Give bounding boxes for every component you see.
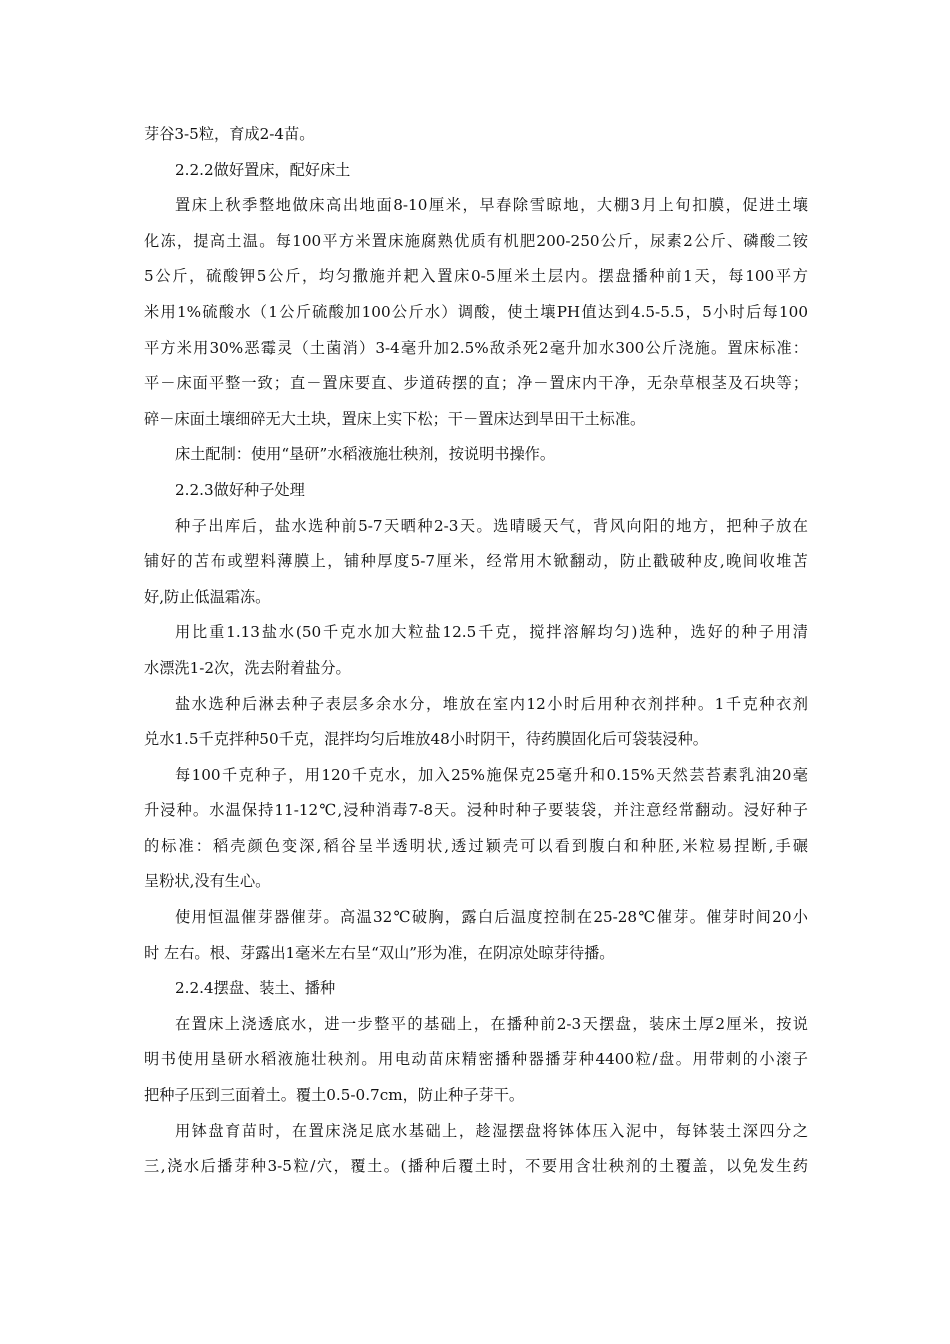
text-line: 水漂洗1-2次，洗去附着盐分。 [144, 658, 351, 677]
text-line: 的标准：稻壳颜色变深,稻谷呈半透明状,透过颖壳可以看到腹白和种胚,米粒易捏断,手碾 [144, 836, 808, 855]
text-line: 2.2.3做好种子处理 [175, 480, 305, 499]
text-line: 明书使用垦研水稻液施壮秧剂。用电动苗床精密播种器播芽种4400粒/盘。用带刺的小滚子 [144, 1050, 808, 1069]
document-body [144, 117, 808, 1185]
text-line: 芽谷3-5粒，育成2-4苗。 [144, 125, 315, 143]
text-line: 平方米用30%恶霉灵（土菌消）3-4毫升加2.5%敌杀死2毫升加水300公斤浇施。置床标准： [144, 338, 808, 357]
text-line: 化冻，提高土温。每100平方米置床施腐熟优质有机肥200-250公斤，尿素2公斤、磷酸二铵 [144, 231, 808, 250]
text-line: 2.2.4摆盘、装土、播种 [175, 979, 336, 998]
text-line: 在置床上浇透底水，进一步整平的基础上，在播种前2-3天摆盘，装床土厚2厘米，按说 [175, 1014, 808, 1033]
text-line: 种子出库后，盐水选种前5-7天晒种2-3天。选晴暖天气，背风向阳的地方，把种子放在 [175, 516, 808, 535]
text-line: 把种子压到三面着土。覆土0.5-0.7cm，防止种子芽干。 [144, 1086, 525, 1105]
text-line: 床土配制：使用“垦研”水稻液施壮秧剂，按说明书操作。 [175, 445, 556, 464]
text-line: 用比重1.13盐水(50千克水加大粒盐12.5千克，搅拌溶解均匀)选种，选好的种子用清 [175, 623, 808, 642]
text-line: 升浸种。水温保持11-12℃,浸种消毒7-8天。浸种时种子要装袋，并注意经常翻动。浸好种子 [144, 801, 808, 820]
text-line: 呈粉状,没有生心。 [144, 872, 271, 891]
text-line: 置床上秋季整地做床高出地面8-10厘米，早春除雪晾地，大棚3月上旬扣膜，促进土壤 [175, 196, 808, 215]
text-line: 2.2.2做好置床，配好床土 [175, 160, 351, 179]
text-line: 使用恒温催芽器催芽。高温32℃破胸，露白后温度控制在25-28℃催芽。催芽时间20小 [175, 908, 808, 927]
text-line: 好,防止低温霜冻。 [144, 587, 271, 606]
text-line: 5公斤，硫酸钾5公斤，均匀撒施并耙入置床0-5厘米土层内。摆盘播种前1天，每100平方 [144, 267, 808, 286]
text-line: 盐水选种后淋去种子表层多余水分，堆放在室内12小时后用种衣剂拌种。1千克种衣剂 [175, 694, 808, 713]
text-line: 平－床面平整一致；直－置床要直、步道砖摆的直；净－置床内干净，无杂草根茎及石块等； [144, 374, 808, 393]
text-line: 每100千克种子，用120千克水，加入25%施保克25毫升和0.15%天然芸苔素乳油20毫 [175, 765, 808, 784]
text-line: 兑水1.5千克拌种50千克，混拌均匀后堆放48小时阴干，待药膜固化后可袋装浸种。 [144, 730, 708, 749]
text-line: 时 左右。根、芽露出1毫米左右呈“双山”形为准，在阴凉处晾芽待播。 [144, 943, 615, 962]
text-line: 三,浇水后播芽种3-5粒/穴，覆土。(播种后覆土时，不要用含壮秧剂的土覆盖，以免发生药 [144, 1157, 808, 1176]
text-line: 米用1%硫酸水（1公斤硫酸加100公斤水）调酸，使土壤PH值达到4.5-5.5，5小时后每100 [144, 302, 808, 321]
text-line: 用钵盘育苗时，在置床浇足底水基础上，趁湿摆盘将钵体压入泥中，每钵装土深四分之 [175, 1121, 808, 1140]
text-line: 碎－床面土壤细碎无大土块，置床上实下松；干－置床达到旱田干土标准。 [144, 409, 646, 428]
text-line: 铺好的苫布或塑料薄膜上，铺种厚度5-7厘米，经常用木锨翻动，防止戳破种皮,晚间收堆苫 [144, 552, 808, 571]
